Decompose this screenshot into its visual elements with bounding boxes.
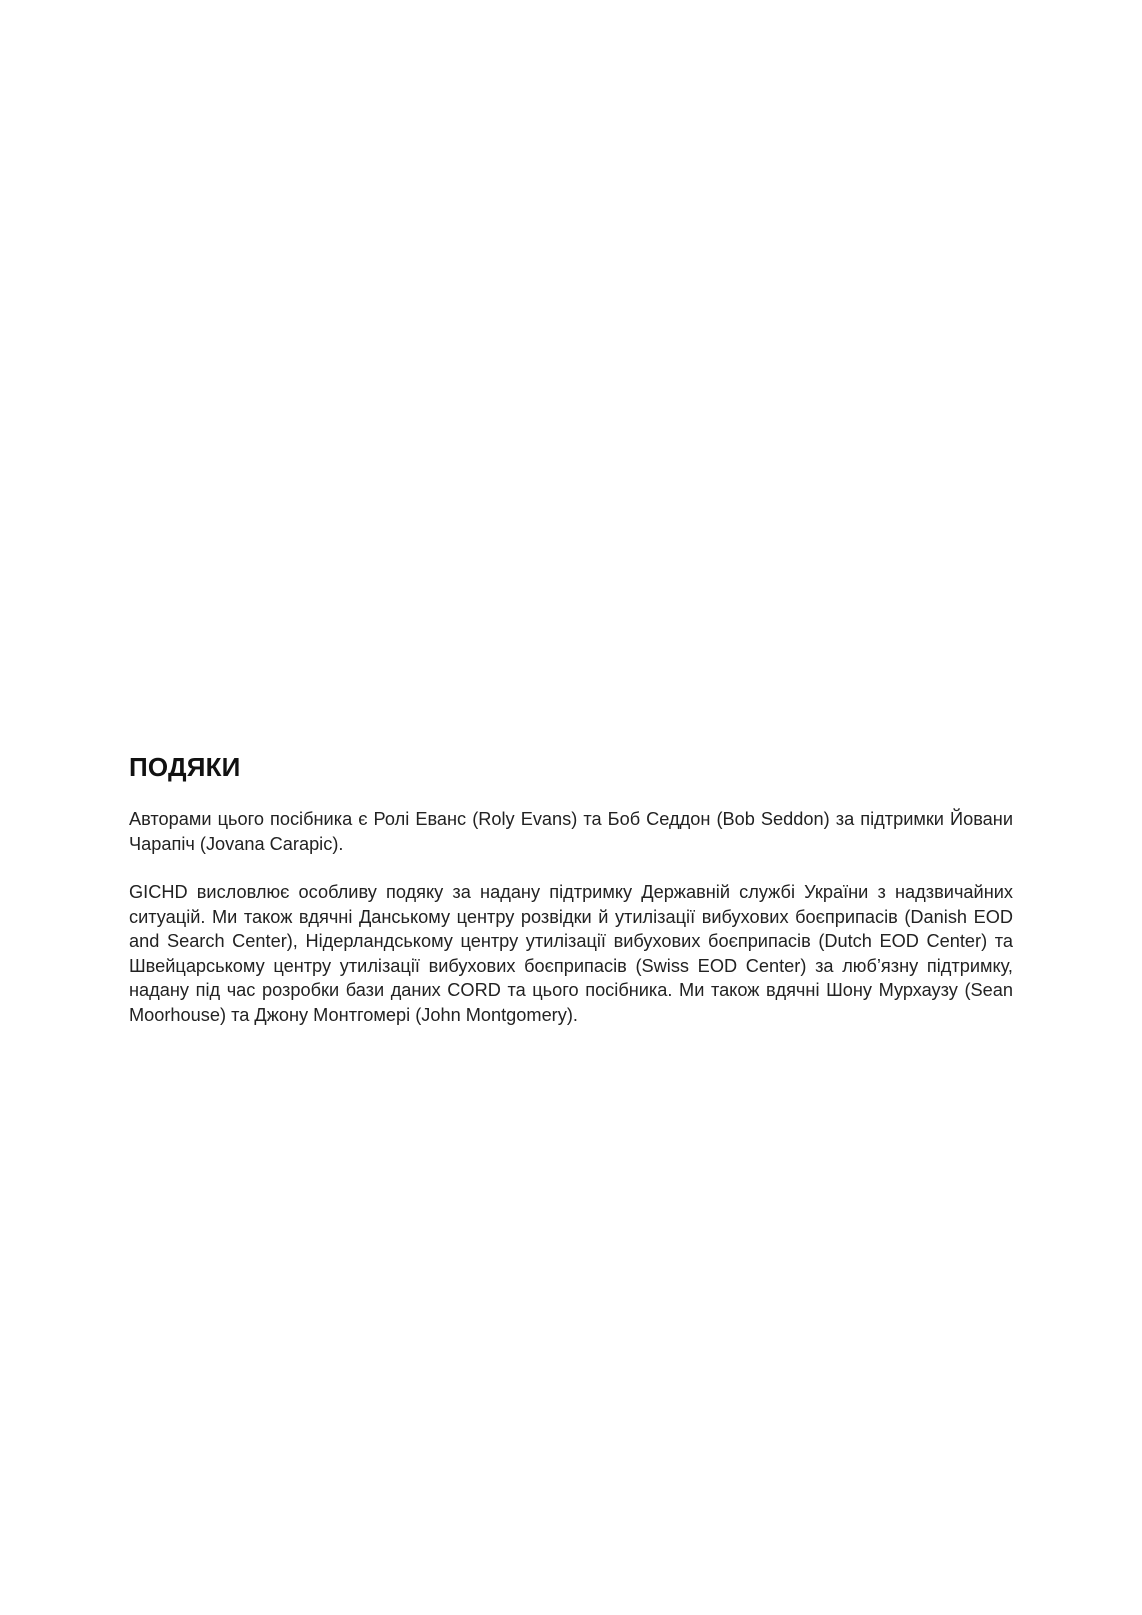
acknowledgements-section — [129, 752, 1013, 1051]
authors-paragraph: Авторами цього посібника є Ролі Еванс (Roly Evans) та Боб Седдон (Bob Seddon) за підтримки Йовани Чарапіч (Jovana Carapic). — [129, 809, 1013, 854]
section-heading: ПОДЯКИ — [129, 752, 241, 782]
thanks-paragraph: GICHD висловлює особливу подяку за надану підтримку Державній службі України з надзвичайних ситуацій. Ми також вдячні Данському центру розвідки й утилізації вибухових боєприпасів (Danish EOD and Search Center), Нідерландському центру утилізації вибухових боєприпасів (Dutch EOD Center) та Швейцарському центру утилізації вибухових боєприпасів (Swiss EOD Center) за люб’язну підтримку, надану під час розробки бази даних CORD та цього посібника. Ми також вдячні Шону Мурхаузу (Sean Moorhouse) та Джону Монтгомері (John Montgomery). — [129, 882, 1013, 1025]
